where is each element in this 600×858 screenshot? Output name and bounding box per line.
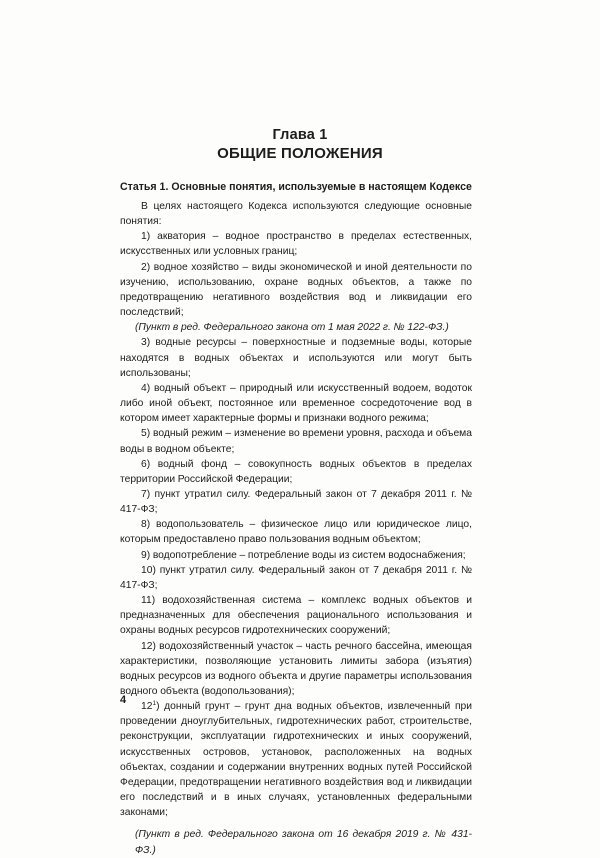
chapter-number: Глава 1	[272, 127, 328, 143]
paragraph-item-8: 8) водопользователь – физическое лицо или юридическое лицо, которым предоставлено право пользования водным объектом;	[120, 519, 472, 546]
paragraph-intro: В целях настоящего Кодекса используются следующие основные понятия:	[120, 201, 472, 228]
paragraph-item-10: 10) пункт утратил силу. Федеральный закон от 7 декабря 2011 г. № 417-ФЗ;	[120, 564, 472, 591]
paragraph-item-5: 5) водный режим – изменение во времени уровня, расхода и объема воды в водном объекте;	[120, 428, 472, 455]
paragraph-item-2: 2) водное хозяйство – виды экономической и иной деятельности по изучению, использованию, охране водных объектов, а также по предотвращению негативного воздействия вод и ликвидации его последствий;	[120, 261, 472, 319]
paragraph-item-4: 4) водный объект – природный или искусственный водоем, водоток либо иной объект, постоянное или временное сосредоточение вод в котором имеет характерные формы и признаки водного режима;	[120, 382, 472, 425]
amendment-note: (Пункт в ред. Федерального закона от 1 мая 2022 г. № 122-ФЗ.)	[135, 322, 449, 334]
paragraph-item-9: 9) водопотребление – потребление воды из систем водоснабжения;	[141, 549, 466, 561]
article-heading: Статья 1. Основные понятия, используемые в настоящем Кодексе	[120, 181, 472, 193]
paragraph-item-11: 11) водохозяйственная система – комплекс водных объектов и предназначенных для обеспечения рационального использования и охраны водных ресурсов гидротехнических сооружений;	[120, 595, 472, 637]
item-text: ) донный грунт – грунт дна водных объектов, извлеченный при проведении дноуглубительных, гидротехнических работ, строительстве, реконструкции, эксплуатации гидротехнических и иных сооружений, искусственных островов, установок, расположенных на водных объектах, создании и содержании внутренних водных путей Российской Федерации, предотвращении негативного воздействия вод и ликвидации его последствий и в иных случаях, установленных федеральными законами;	[120, 701, 472, 819]
paragraph-item-6: 6) водный фонд – совокупность водных объектов в пределах территории Российской Федерации;	[120, 458, 472, 485]
paragraph-item-12: 12) водохозяйственный участок – часть речного бассейна, имеющая характеристики, позволяющие установить лимиты забора (изъятия) водных ресурсов из водного объекта и другие параметры использования водного объекта (водопользования);	[120, 640, 472, 697]
page-number: 4	[120, 694, 127, 706]
paragraph-item-7: 7) пункт утратил силу. Федеральный закон от 7 декабря 2011 г. № 417-ФЗ;	[120, 488, 472, 516]
item-number: 12	[141, 701, 153, 713]
chapter-title: ОБЩИЕ ПОЛОЖЕНИЯ	[217, 145, 383, 162]
article-body	[120, 199, 472, 858]
paragraph-item-1: 1) акватория – водное пространство в пределах естественных, искусственных или условных границ;	[120, 231, 472, 258]
item-superscript: 1	[152, 700, 157, 708]
amendment-note: (Пункт в ред. Федерального закона от 16 декабря 2019 г. № 431-ФЗ.)	[135, 829, 472, 856]
paragraph-item-12-1	[120, 699, 472, 820]
paragraph-item-3: 3) водные ресурсы – поверхностные и подземные воды, которые находятся в водных объектах и используются или могут быть использованы;	[120, 337, 472, 379]
